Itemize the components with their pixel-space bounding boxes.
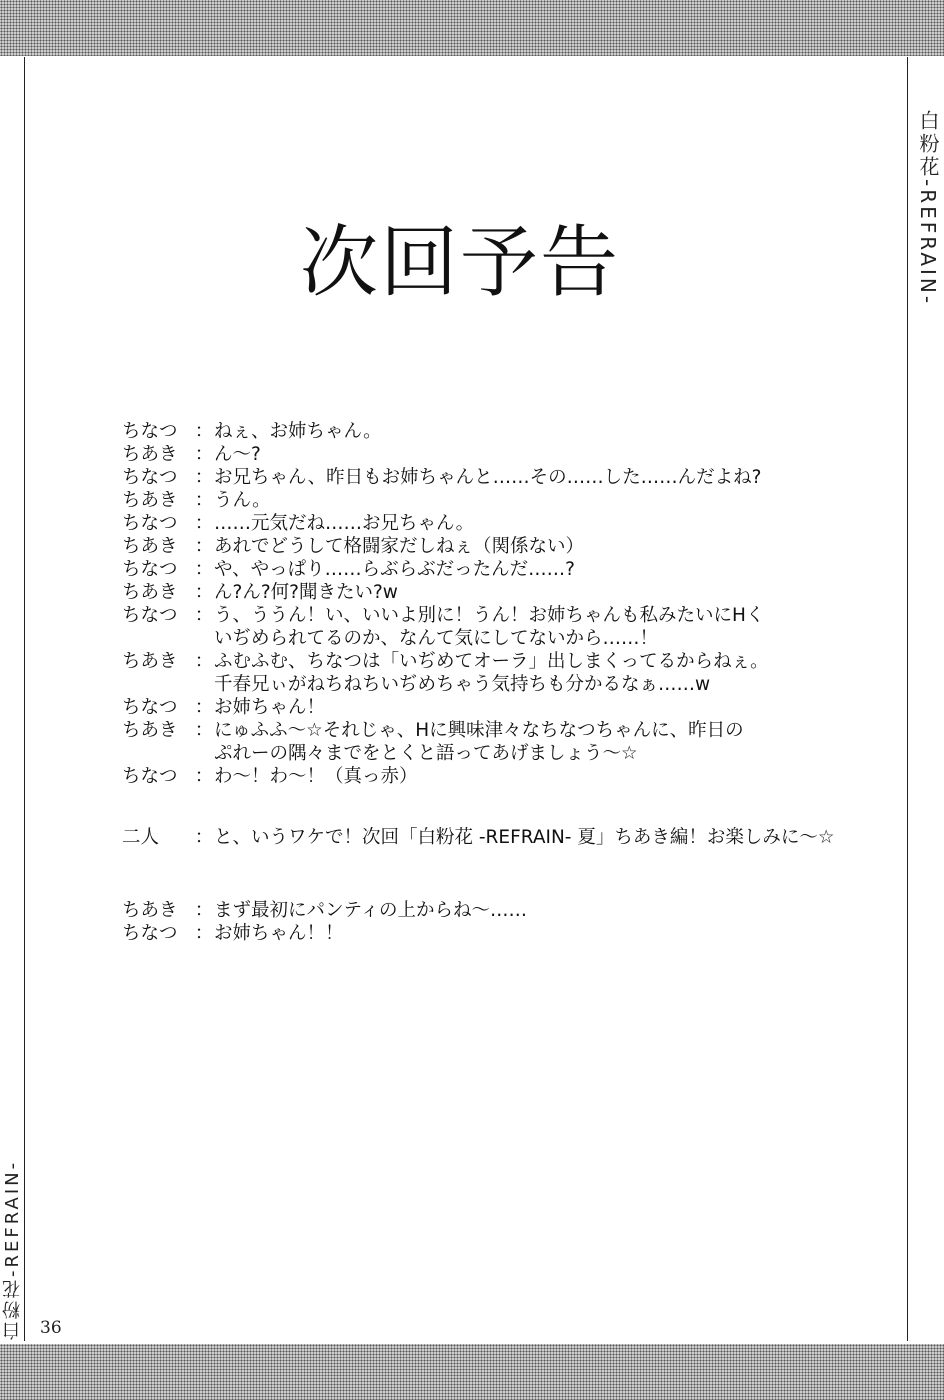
speaker-colon: ： xyxy=(194,467,214,488)
dialogue-text: あれでどうして格闘家だしねぇ（関係ない） xyxy=(214,536,585,557)
speaker-colon: ： xyxy=(194,582,214,603)
dialogue-line xyxy=(122,899,882,922)
dialogue-line xyxy=(122,627,882,650)
spacer xyxy=(122,788,882,826)
speaker-colon xyxy=(194,673,214,696)
dialogue-block-3 xyxy=(122,899,882,945)
dialogue-text: ん?ん?何?聞きたい?w xyxy=(214,582,398,603)
speaker-name: ちなつ xyxy=(122,605,178,626)
dialogue-text: ふむふむ、ちなつは「いぢめてオーラ」出しまくってるからねぇ。 xyxy=(214,651,769,672)
dialogue-block-2 xyxy=(122,826,882,849)
dialogue-text: ん～? xyxy=(214,444,261,465)
speaker-name: ちあき xyxy=(122,582,178,603)
speaker-colon: ： xyxy=(194,444,214,465)
speaker-name: ちあき xyxy=(122,720,178,741)
dialogue-line xyxy=(122,489,882,512)
page-number: 36 xyxy=(40,1318,62,1338)
speaker-colon: ： xyxy=(194,900,214,921)
speaker-colon: ： xyxy=(194,536,214,557)
side-title-left: 白粉花-REFRAIN- xyxy=(2,1159,23,1340)
speaker-colon: ： xyxy=(194,923,214,944)
speaker-name: ちあき xyxy=(122,651,178,672)
dialogue-line xyxy=(122,420,882,443)
dialogue-line xyxy=(122,719,882,742)
speaker-name: ちなつ xyxy=(122,421,178,442)
speaker-colon: ： xyxy=(194,827,214,848)
speaker-colon: ： xyxy=(194,605,214,626)
speaker-colon: ： xyxy=(194,651,214,672)
speaker-colon: ： xyxy=(194,720,214,741)
speaker-colon: ： xyxy=(194,490,214,511)
dialogue-line xyxy=(122,443,882,466)
bottom-halftone-band xyxy=(0,1344,944,1400)
speaker-name: ちあき xyxy=(122,900,178,921)
dialogue-text: わ～！わ～！（真っ赤） xyxy=(214,766,418,787)
side-title-right: 白粉花-REFRAIN- xyxy=(916,110,940,307)
dialogue-line xyxy=(122,466,882,489)
speaker-name: ちなつ xyxy=(122,467,178,488)
dialogue-text: う、ううん！い、いいよ別に！うん！お姉ちゃんも私みたいにHく xyxy=(214,605,765,626)
dialogue-line xyxy=(122,826,882,849)
speaker-name xyxy=(122,742,194,765)
speaker-colon xyxy=(194,627,214,650)
dialogue-text: にゅふふ～☆それじゃ、Hに興味津々なちなつちゃんに、昨日の xyxy=(214,720,744,741)
dialogue-text: ……元気だね……お兄ちゃん。 xyxy=(214,513,475,534)
speaker-colon xyxy=(194,742,214,765)
speaker-colon: ： xyxy=(194,513,214,534)
speaker-name: ちあき xyxy=(122,536,178,557)
dialogue-text: いぢめられてるのか、なんて気にしてないから……！ xyxy=(214,628,659,649)
dialogue-line xyxy=(122,922,882,945)
speaker-name: ちあき xyxy=(122,444,178,465)
dialogue-line xyxy=(122,604,882,627)
speaker-name: 二人 xyxy=(122,827,160,848)
speaker-name: ちなつ xyxy=(122,513,178,534)
dialogue-line xyxy=(122,535,882,558)
speaker-colon: ： xyxy=(194,766,214,787)
spacer xyxy=(122,849,882,899)
dialogue-text: や、やっぱり……らぶらぶだったんだ……? xyxy=(214,559,575,580)
dialogue-line xyxy=(122,558,882,581)
speaker-colon: ： xyxy=(194,559,214,580)
page-title: 次回予告 xyxy=(300,218,621,308)
dialogue-line xyxy=(122,650,882,673)
top-halftone-band xyxy=(0,0,944,56)
dialogue-text: ねぇ、お姉ちゃん。 xyxy=(214,421,382,442)
dialogue-line xyxy=(122,696,882,719)
dialogue-text: ぷれーの隅々までをとくと語ってあげましょう～☆ xyxy=(214,743,638,764)
dialogue-text: うん。 xyxy=(214,490,271,511)
dialogue-line xyxy=(122,673,882,696)
dialogue-text: と、いうワケで！次回「白粉花 -REFRAIN- 夏」ちあき編！お楽しみに～☆ xyxy=(214,827,835,848)
speaker-name: ちあき xyxy=(122,490,178,511)
dialogue-text: まず最初にパンティの上からね～…… xyxy=(214,900,528,921)
dialogue-line xyxy=(122,765,882,788)
dialogue-block-1 xyxy=(122,420,882,788)
speaker-name xyxy=(122,627,194,650)
speaker-name: ちなつ xyxy=(122,766,178,787)
speaker-colon: ： xyxy=(194,697,214,718)
dialogue-line xyxy=(122,742,882,765)
dialogue-text: お姉ちゃん！！ xyxy=(214,923,344,944)
speaker-name xyxy=(122,673,194,696)
dialogue-line xyxy=(122,581,882,604)
speaker-name: ちなつ xyxy=(122,923,178,944)
dialogue-line xyxy=(122,512,882,535)
dialogue-text: 千春兄ぃがねちねちいぢめちゃう気持ちも分かるなぁ……w xyxy=(214,674,711,695)
dialogue xyxy=(122,420,882,945)
dialogue-text: お兄ちゃん、昨日もお姉ちゃんと……その……した……んだよね? xyxy=(214,467,762,488)
speaker-colon: ： xyxy=(194,421,214,442)
speaker-name: ちなつ xyxy=(122,697,178,718)
dialogue-text: お姉ちゃん！ xyxy=(214,697,326,718)
speaker-name: ちなつ xyxy=(122,559,178,580)
